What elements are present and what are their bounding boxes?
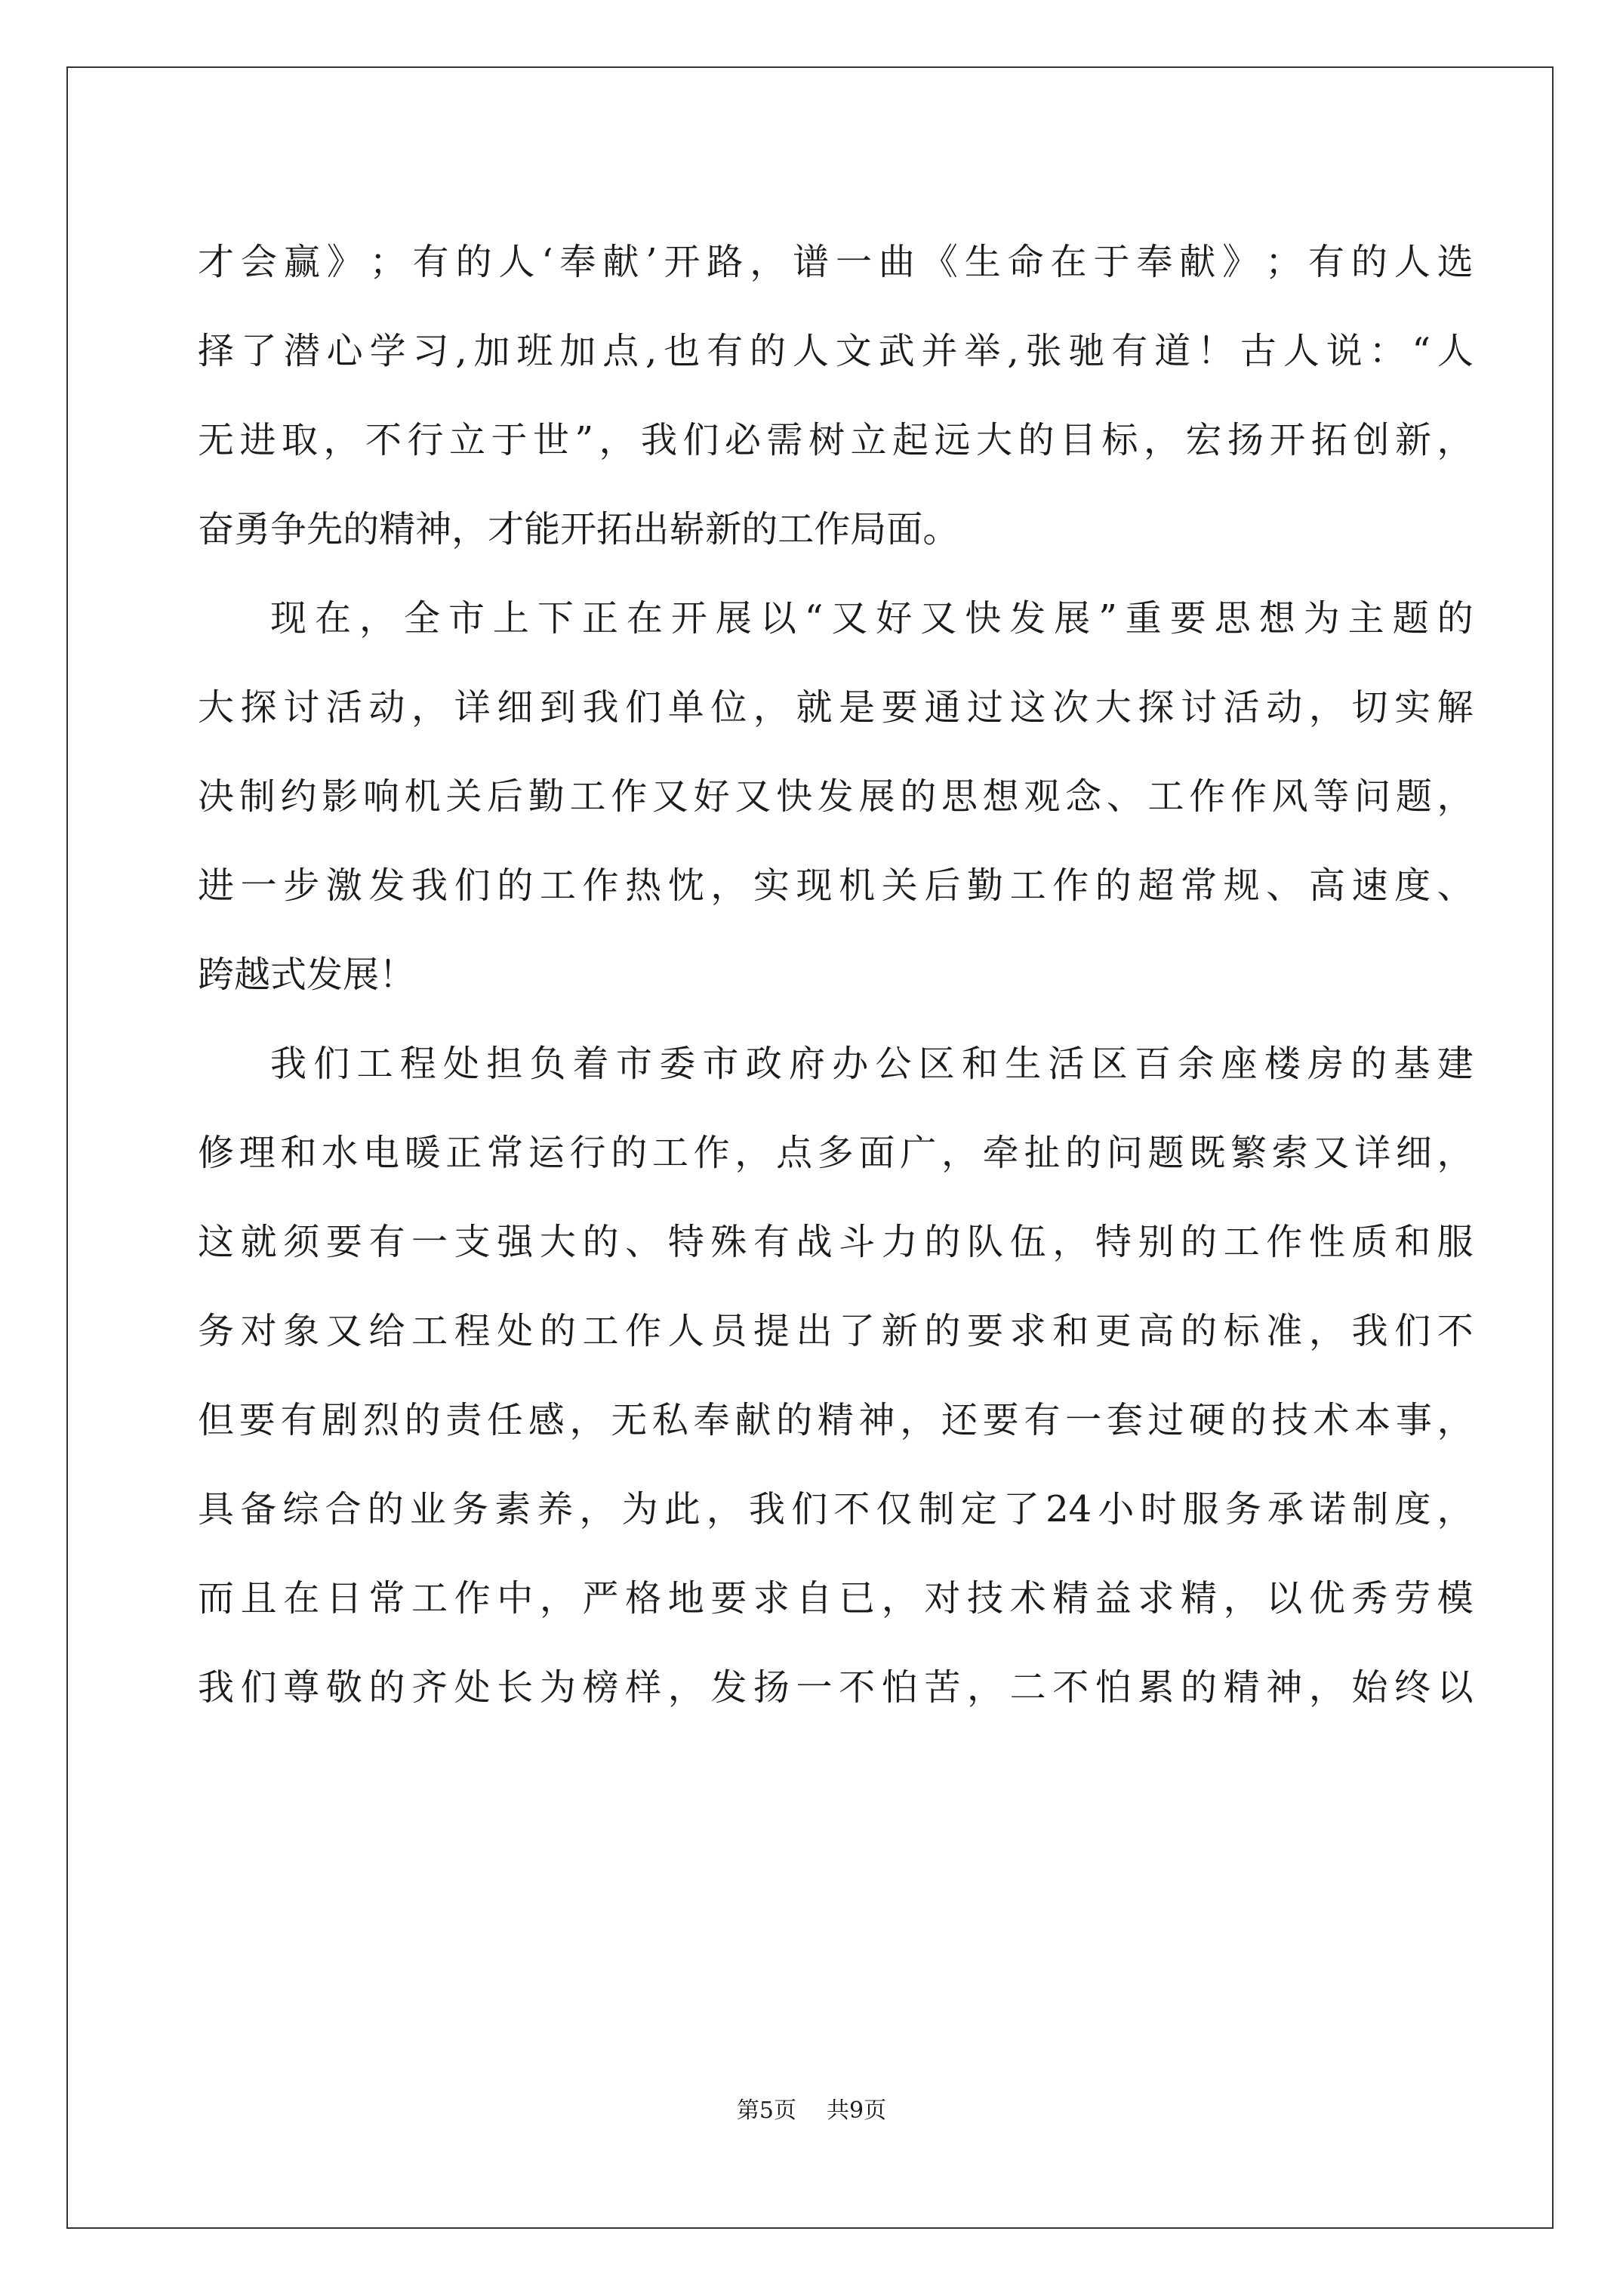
document-body xyxy=(198,217,1474,1732)
text-line: 修 理 和 水 电 暖 正 常 运 行 的 工 作 ， 点 多 面 广 ， 牵 扯 的 问 题 既 繁 索 又 详 细 ， xyxy=(198,1132,1474,1174)
page-footer xyxy=(0,2091,1623,2125)
text-line: 具 备 综 合 的 业 务 素 养 ， 为 此 ， 我 们 不 仅 制 定 了 24 小 时 服 务 承 诺 制 度 ， xyxy=(198,1488,1474,1530)
paragraph-first-line: 现 在 ， 全 市 上 下 正 在 开 展 以 “ 又 好 又 快 发 展 ” 重 要 思 想 为 主 题 的 xyxy=(270,597,1474,639)
text-line: 决 制 约 影 响 机 关 后 勤 工 作 又 好 又 快 发 展 的 思 想 观 念 、 工 作 作 风 等 问 题 ， xyxy=(198,775,1474,818)
text-line: 大 探 讨 活 动 ， 详 细 到 我 们 单 位 ， 就 是 要 通 过 这 次 大 探 讨 活 动 ， 切 实 解 xyxy=(198,686,1474,729)
text-line: 奋 勇 争 先 的 精 神 ， 才 能 开 拓 出 崭 新 的 工 作 局 面 。 xyxy=(198,508,959,550)
text-line: 无 进 取 ， 不 行 立 于 世 ” ， 我 们 必 需 树 立 起 远 大 的 目 标 ， 宏 扬 开 拓 创 新 ， xyxy=(198,419,1474,461)
text-line: 我 们 尊 敬 的 齐 处 长 为 榜 样 ， 发 扬 一 不 怕 苦 ， 二 不 怕 累 的 精 神 ， 始 终 以 xyxy=(198,1666,1474,1709)
text-line: 择 了 潜 心 学 习 , 加 班 加 点 , 也 有 的 人 文 武 并 举 , 张 驰 有 道 ！ 古 人 说 ： “ 人 xyxy=(198,330,1474,372)
text-line: 而 且 在 日 常 工 作 中 ， 严 格 地 要 求 自 已 ， 对 技 术 精 益 求 精 ， 以 优 秀 劳 模 xyxy=(198,1577,1474,1620)
paragraph-first-line: 我 们 工 程 处 担 负 着 市 委 市 政 府 办 公 区 和 生 活 区 百 余 座 楼 房 的 基 建 xyxy=(270,1043,1474,1085)
text-line: 务 对 象 又 给 工 程 处 的 工 作 人 员 提 出 了 新 的 要 求 和 更 高 的 标 准 ， 我 们 不 xyxy=(198,1310,1474,1352)
text-line: 进 一 步 激 发 我 们 的 工 作 热 忱 ， 实 现 机 关 后 勤 工 作 的 超 常 规 、 高 速 度 、 xyxy=(198,864,1474,907)
text-line: 跨 越 式 发 展 ！ xyxy=(198,954,416,996)
text-line: 但 要 有 剧 烈 的 责 任 感 ， 无 私 奉 献 的 精 神 ， 还 要 有 一 套 过 硬 的 技 术 本 事 ， xyxy=(198,1399,1474,1441)
text-line: 才 会 赢 》 ； 有 的 人 ‘ 奉 献 ’ 开 路 ， 谱 一 曲 《 生 命 在 于 奉 献 》 ； 有 的 人 选 xyxy=(198,241,1474,283)
page-number: 第5页 xyxy=(736,2097,796,2124)
text-line: 这 就 须 要 有 一 支 强 大 的 、 特 殊 有 战 斗 力 的 队 伍 ， 特 别 的 工 作 性 质 和 服 xyxy=(198,1221,1474,1263)
page-total: 共9页 xyxy=(827,2097,887,2124)
